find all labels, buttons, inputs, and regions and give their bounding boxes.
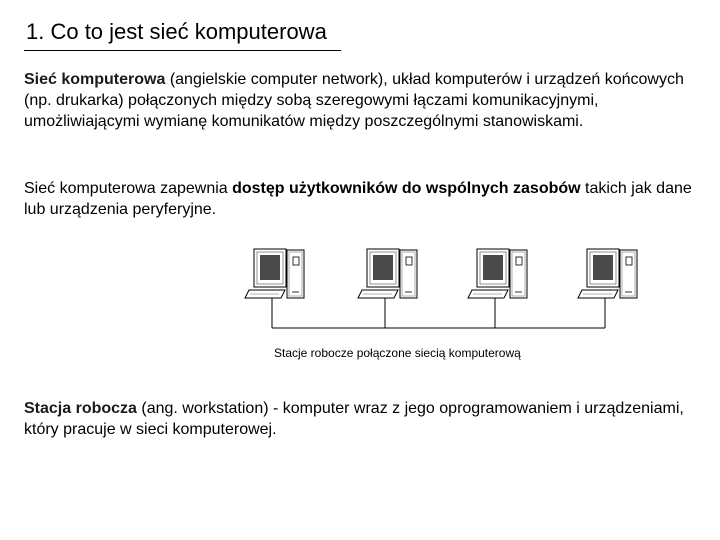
definition-network-text: (angielskie computer network), układ komputerów i urządzeń końcowych (np. drukarka) połączonych między sobą szeregowymi łączami komunikacyjnymi, umożliwiającymi wymianę komunikatów między poszczególnymi stanowiskami.: [24, 71, 684, 130]
workstation-icon: [358, 249, 417, 328]
network-purpose: [24, 178, 704, 220]
network-purpose-tail: takich jak dane lub urządzenia peryferyjne.: [24, 180, 692, 218]
network-purpose-emphasis: dostęp użytkowników do wspólnych zasobów: [232, 180, 581, 197]
diagram-caption: Stacje robocze połączone siecią komputerową: [274, 346, 521, 360]
slide-title: 1. Co to jest sieć komputerowa: [26, 19, 327, 44]
workstation-icon: [578, 249, 637, 328]
term-workstation: Stacja robocza: [24, 400, 137, 417]
definition-network: [24, 69, 704, 132]
network-diagram: [243, 244, 663, 344]
network-purpose-lead: Sieć komputerowa zapewnia: [24, 180, 233, 197]
workstation-icon: [468, 249, 527, 328]
term-network: Sieć komputerowa: [24, 71, 166, 88]
definition-workstation: [24, 398, 704, 440]
definition-workstation-text: (ang. workstation) - komputer wraz z jego oprogramowaniem i urządzeniami, który pracuje w sieci komputerowej.: [24, 400, 684, 438]
title-underline: [24, 50, 341, 51]
workstation-icon: [245, 249, 304, 328]
